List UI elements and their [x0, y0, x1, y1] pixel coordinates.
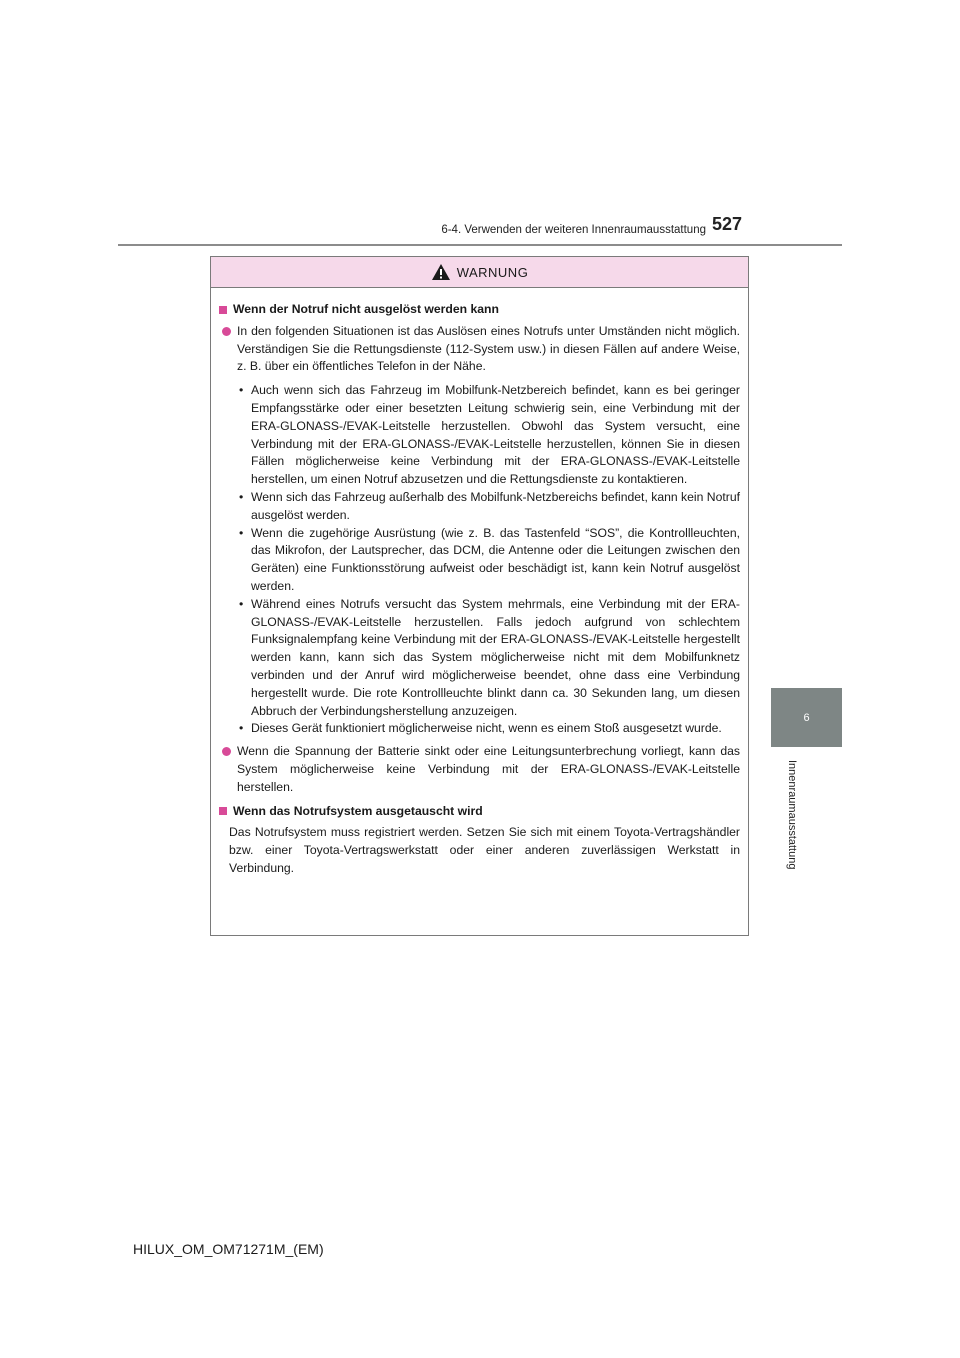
bullet-text: Während eines Notrufs versucht das System mehrmals, eine Verbindung mit der ERA-GLONASS-/EVAK-Leitstelle herzustellen. Falls jedoch aufgrund von schlechtem Funksignalempfang keine Verbindung mit der ERA-GLONASS-/EVAK-Leitstelle hergestellt werden kann, kann sich das System möglicherweise nicht mit dem Mobilfunknetz verbinden und der Anruf wird möglicherweise beendet, ohne dass eine Verbindung hergestellt wurde. Die rote Kontrollleuchte blinkt dann ca. 30 Sekunden lang, um diesen Abbruch der Verbindungsherstellung anzuzeigen. [251, 596, 740, 718]
bullet-item [239, 382, 740, 489]
bullet-dot-icon: • [239, 721, 244, 736]
list-item [219, 743, 740, 796]
bullet-text: Wenn sich das Fahrzeug außerhalb des Mobilfunk-Netzbereichs befindet, kann kein Notruf ausgelöst werden. [251, 489, 740, 522]
section-heading [219, 301, 740, 319]
bullet-list [219, 382, 740, 738]
bullet-dot-icon: • [239, 596, 244, 611]
bullet-item [239, 525, 740, 596]
warning-header [211, 257, 748, 288]
bullet-item [239, 720, 740, 738]
bullet-dot-icon: • [239, 383, 244, 398]
bullet-item [239, 596, 740, 721]
square-bullet-icon [219, 306, 227, 314]
section-paragraph: Das Notrufsystem muss registriert werden. Setzen Sie sich mit einem Toyota-Vertragshändler bzw. einer Toyota-Vertragswerkstatt oder einer anderen zuverlässigen Werkstatt in Verbindung. [229, 825, 740, 875]
bullet-text: Dieses Gerät funktioniert möglicherweise nicht, wenn es einem Stoß ausgesetzt wurde. [251, 721, 722, 736]
circle-bullet-icon [222, 747, 231, 756]
warning-box [210, 256, 749, 936]
warning-title: WARNUNG [456, 264, 529, 280]
item-text: Wenn die Spannung der Batterie sinkt oder eine Leitungsunterbrechung vorliegt, kann das System möglicherweise keine Verbindung mit der ERA-GLONASS-/EVAK-Leitstelle herstellen. [237, 744, 740, 794]
section-heading [219, 803, 740, 821]
warning-body [211, 288, 748, 878]
bullet-text: Auch wenn sich das Fahrzeug im Mobilfunk-Netzbereich befindet, kann es bei geringer Empfangsstärke oder einer besetzten Leitung schwierig sein, eine Verbindung mit der ERA-GLONASS-/EVAK-Leitstelle herzustellen. Obwohl das System versucht, eine Verbindung mit der ERA-GLONASS-/EVAK-Leitstelle herzustellen, können Sie in diesen Fällen möglicherweise keine Verbindung mit der ERA-GLONASS-/EVAK-Leitstelle herstellen, um einen Notruf abzusetzen und die Rettungsdienste zu kontaktieren. [251, 383, 740, 487]
bullet-item [239, 489, 740, 525]
section-title: 6-4. Verwenden der weiteren Innenraumausstattung [441, 224, 706, 236]
item-text: In den folgenden Situationen ist das Auslösen eines Notrufs unter Umständen nicht möglich. Verständigen Sie die Rettungsdienste (112-System usw.) in diesen Fällen auf andere Weise, z. B. über ein öffentliches Telefon in der Nähe. [237, 323, 740, 374]
square-bullet-icon [219, 807, 227, 815]
circle-bullet-icon [222, 327, 231, 336]
list-item [219, 323, 740, 376]
section-heading-text: Wenn das Notrufsystem ausgetauscht wird [233, 803, 483, 818]
document-id: HILUX_OM_OM71271M_(EM) [133, 1241, 324, 1257]
bullet-dot-icon: • [239, 489, 244, 504]
warning-triangle-icon [431, 263, 451, 281]
section-heading-text: Wenn der Notruf nicht ausgelöst werden kann [233, 302, 499, 316]
bullet-text: Wenn die zugehörige Ausrüstung (wie z. B. das Tastenfeld “SOS”, die Kontrollleuchten, das Mikrofon, der Lautsprecher, das DCM, die Antenne oder die Leitungen zwischen den Geräten) eine Funktionsstörung aufweist oder beschädigt ist, kann kein Notruf ausgelöst werden. [251, 525, 740, 593]
chapter-tab [771, 688, 842, 747]
bullet-dot-icon: • [239, 525, 244, 540]
chapter-number: 6 [803, 711, 810, 724]
chapter-title: Innenraumausstattung [786, 760, 798, 870]
page-number: 527 [712, 214, 743, 234]
header-divider [118, 244, 842, 246]
